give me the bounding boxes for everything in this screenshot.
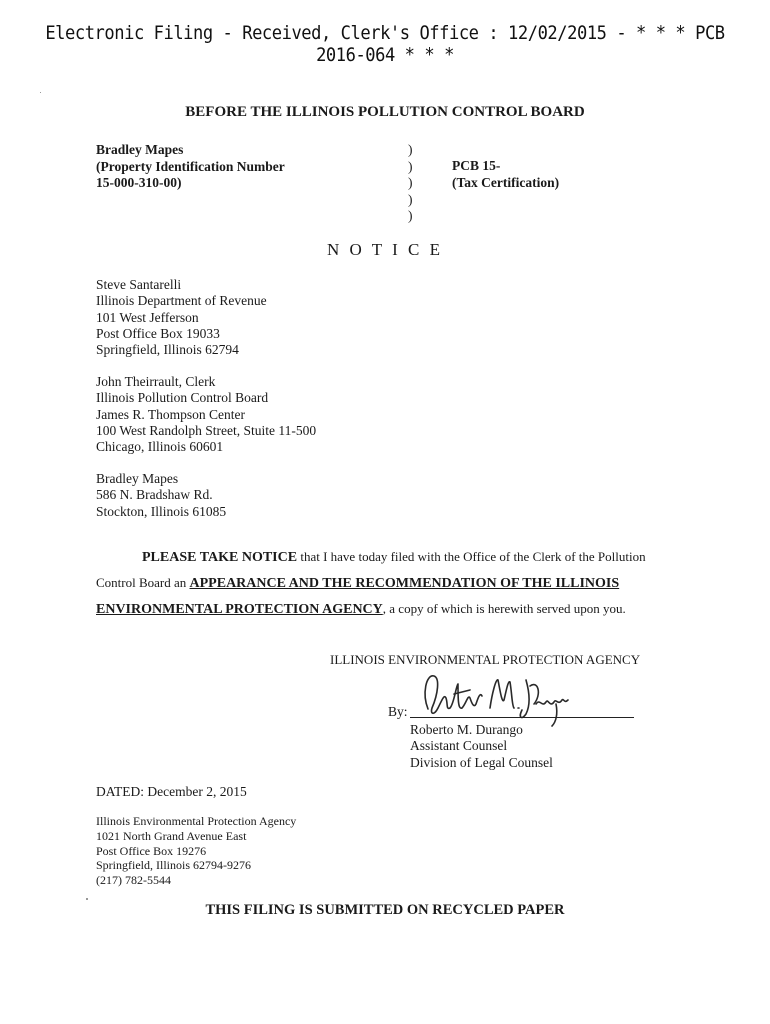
address-line: 586 N. Bradshaw Rd. (96, 487, 213, 503)
recycled-paper-notice: THIS FILING IS SUBMITTED ON RECYCLED PAPER (205, 902, 565, 918)
signatory-name: Roberto M. Durango (410, 722, 523, 737)
address-line: Stockton, Illinois 61085 (96, 503, 227, 519)
board-heading: BEFORE THE ILLINOIS POLLUTION CONTROL BOARD (185, 104, 585, 120)
body-text: that I have today filed with the Office of the Clerk of the Pollution (297, 549, 646, 564)
dated-line: DATED: December 2, 2015 (96, 784, 247, 799)
paren: ) (408, 142, 413, 157)
address-line: 1021 North Grand Avenue East (96, 828, 247, 843)
document-title-underlined: APPEARANCE AND THE RECOMMENDATION OF THE ILLINOIS (189, 576, 620, 591)
address-line: Springfield, Illinois 62794 (96, 342, 239, 358)
scan-speck (86, 898, 88, 900)
address-line: Illinois Pollution Control Board (96, 390, 269, 406)
by-label: By: (388, 704, 408, 719)
signing-agency: ILLINOIS ENVIRONMENTAL PROTECTION AGENCY (330, 652, 641, 667)
address-line: Bradley Mapes (96, 471, 179, 486)
notice-body (96, 544, 676, 622)
agency-address (96, 814, 296, 888)
body-text: Control Board an (96, 575, 190, 590)
paren: ) (408, 191, 413, 207)
document-title-underlined: ENVIRONMENTAL PROTECTION AGENCY (96, 602, 383, 617)
paren: ) (408, 158, 413, 174)
address-line: Illinois Department of Revenue (96, 293, 267, 309)
notice-title: N O T I C E (327, 240, 443, 259)
case-number: PCB 15- (452, 158, 501, 173)
address-line: James R. Thompson Center (96, 406, 245, 422)
address-line: 101 West Jefferson (96, 309, 199, 325)
address-line: Illinois Environmental Protection Agency (96, 814, 297, 828)
caption-line: 15-000-310-00) (96, 175, 182, 190)
address-line: 100 West Randolph Street, Stuite 11-500 (96, 422, 317, 438)
address-line: Post Office Box 19033 (96, 325, 220, 341)
case-number-block (452, 158, 559, 191)
address-block-petitioner (96, 471, 226, 520)
body-text: , a copy of which is herewith served upon you. (382, 601, 626, 616)
signatory-block (410, 722, 553, 771)
body-line (96, 596, 676, 622)
case-type: (Tax Certification) (452, 174, 560, 190)
body-line (96, 544, 676, 570)
please-take-notice: PLEASE TAKE NOTICE (142, 550, 298, 565)
signatory-title: Assistant Counsel (410, 738, 508, 754)
address-line: Steve Santarelli (96, 277, 182, 292)
address-block-clerk (96, 374, 316, 455)
address-block-revenue (96, 277, 267, 358)
signature-line (410, 717, 634, 718)
paren: ) (408, 208, 413, 223)
address-line: Post Office Box 19276 (96, 843, 207, 858)
address-line: Chicago, Illinois 60601 (96, 439, 224, 455)
scan-speck (40, 92, 41, 93)
caption-line: (Property Identification Number (96, 158, 285, 174)
body-line (96, 570, 676, 596)
address-line: (217) 782-5544 (96, 873, 171, 888)
address-line: Springfield, Illinois 62794-9276 (96, 858, 251, 873)
address-line: John Theirrault, Clerk (96, 374, 216, 389)
paren: ) (408, 175, 413, 190)
caption-line: Bradley Mapes (96, 142, 184, 157)
electronic-filing-stamp: Electronic Filing - Received, Clerk's Office : 12/02/2015 - * * * PCB 2016-064 * * * (45, 22, 725, 66)
case-caption-parties (96, 142, 285, 192)
caption-parentheses (408, 142, 413, 225)
signatory-division: Division of Legal Counsel (410, 754, 553, 770)
